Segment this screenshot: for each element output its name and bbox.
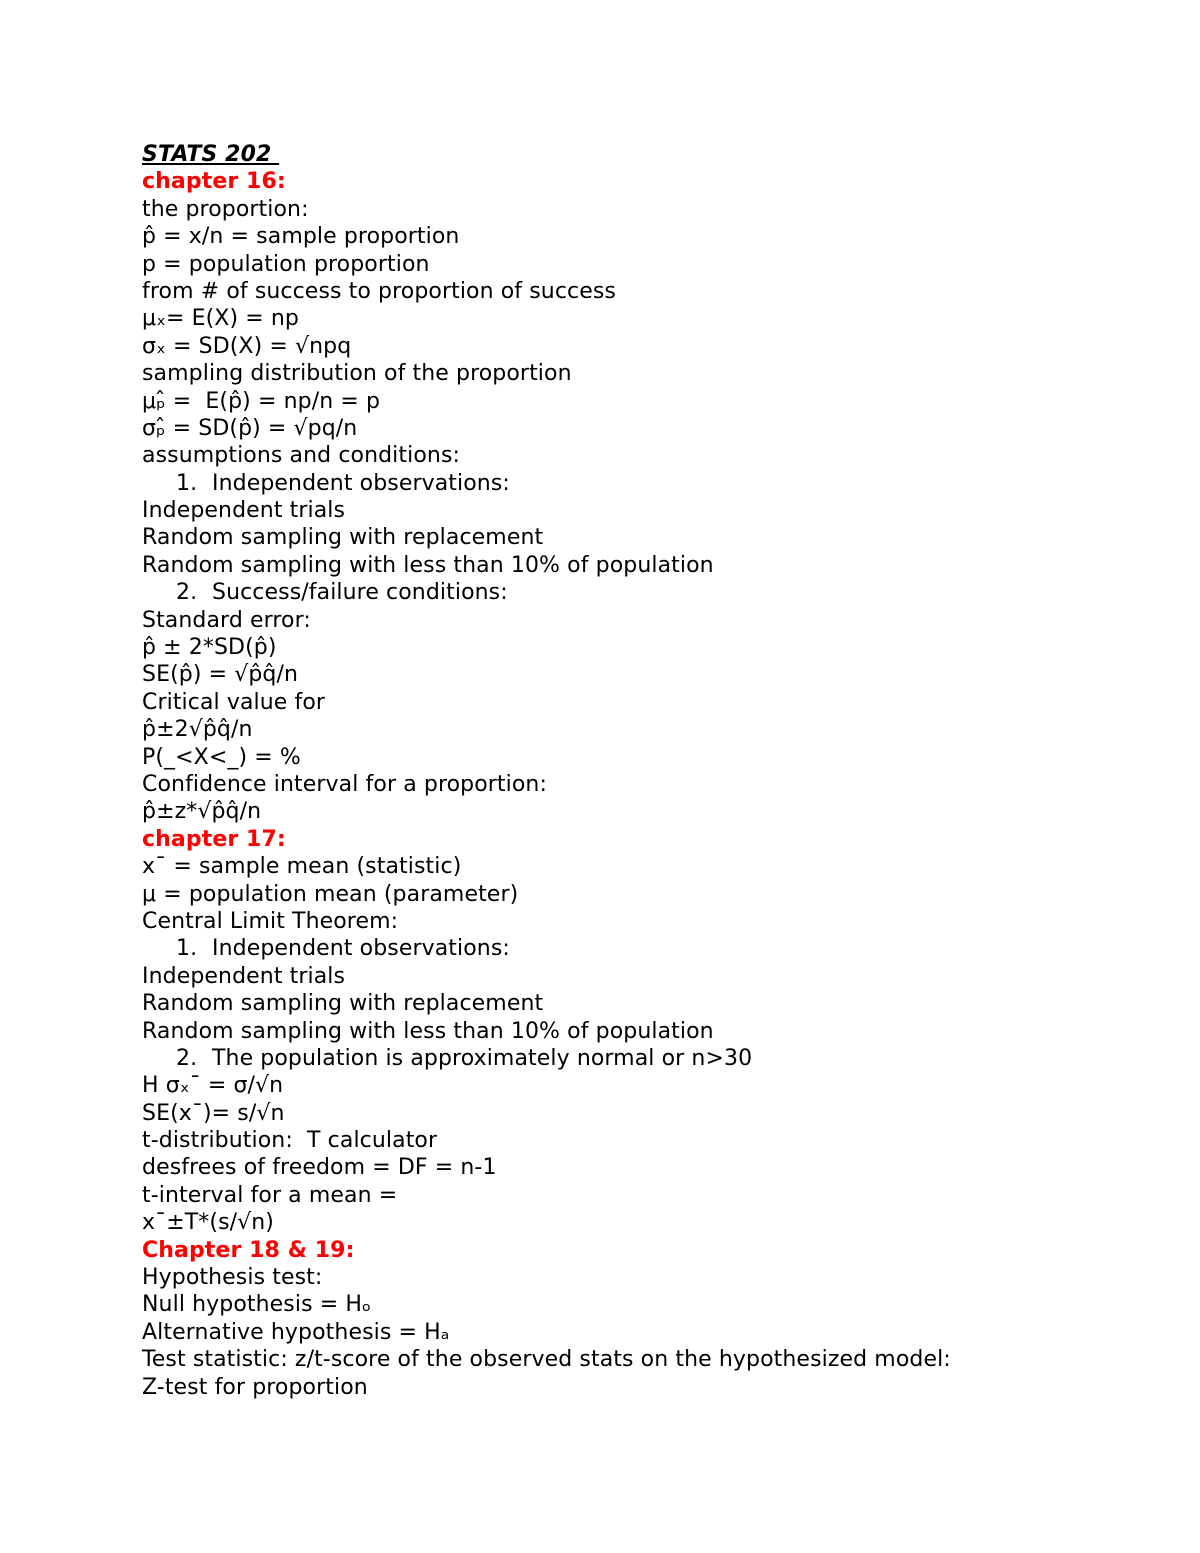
numbered-list-item	[142, 935, 1162, 962]
note-line: Independent trials	[142, 498, 346, 524]
note-line: Independent trials	[142, 963, 346, 989]
note-line: μₓ= E(X) = np	[142, 306, 299, 332]
note-line: Random sampling with replacement	[142, 991, 544, 1017]
note-line: t-interval for a mean =	[142, 1182, 398, 1208]
note-line: H σₓ¯ = σ/√n	[142, 1073, 284, 1099]
note-line: p̂±2√p̂q̂/n	[142, 717, 253, 743]
note-line: desfrees of freedom = DF = n-1	[142, 1155, 497, 1181]
notes-content	[142, 168, 1162, 1401]
note-line: Random sampling with replacement	[142, 525, 544, 551]
note-line: x¯ = sample mean (statistic)	[142, 854, 462, 880]
numbered-list-item	[142, 470, 1162, 497]
document-title: STATS 202	[142, 142, 280, 167]
note-line: sampling distribution of the proportion	[142, 361, 572, 387]
note-line: Null hypothesis = Hₒ	[142, 1292, 372, 1318]
list-number: 2.	[176, 1045, 198, 1071]
note-line: t-distribution: T calculator	[142, 1128, 438, 1154]
list-item-text: The population is approximately normal or n>30	[212, 1045, 753, 1071]
note-line: p̂ ± 2*SD(p̂)	[142, 635, 277, 661]
note-line: μ = population mean (parameter)	[142, 881, 519, 907]
note-line: Test statistic: z/t-score of the observed stats on the hypothesized model:	[142, 1347, 951, 1373]
note-line: p̂ = x/n = sample proportion	[142, 224, 460, 250]
note-line: μₚ̂ = E(p̂) = np/n = p	[142, 388, 381, 414]
note-line: SE(p̂) = √p̂q̂/n	[142, 662, 299, 688]
note-line: P(_<X<_) = %	[142, 744, 301, 770]
list-item-text: Success/failure conditions:	[212, 580, 508, 606]
numbered-list-item	[142, 1045, 1162, 1072]
note-line: Standard error:	[142, 607, 311, 633]
note-line: Confidence interval for a proportion:	[142, 771, 547, 797]
note-line: σₓ = SD(X) = √npq	[142, 333, 352, 359]
note-line: Random sampling with less than 10% of population	[142, 552, 714, 578]
note-line: Central Limit Theorem:	[142, 908, 399, 934]
list-number: 2.	[176, 580, 198, 606]
note-line: Hypothesis test:	[142, 1265, 323, 1291]
list-number: 1.	[176, 936, 198, 962]
note-line: Random sampling with less than 10% of population	[142, 1018, 714, 1044]
note-line: σₚ̂ = SD(p̂) = √pq/n	[142, 415, 358, 441]
chapter-heading: chapter 17:	[142, 826, 286, 852]
note-line: from # of success to proportion of success	[142, 278, 616, 304]
note-line: p̂±z*√p̂q̂/n	[142, 799, 262, 825]
note-line: p = population proportion	[142, 251, 430, 277]
notes-page	[142, 141, 1162, 1401]
note-line: Z-test for proportion	[142, 1374, 368, 1400]
chapter-heading: Chapter 18 & 19:	[142, 1237, 355, 1263]
note-line: Critical value for	[142, 689, 326, 715]
list-item-text: Independent observations:	[212, 470, 510, 496]
note-line: the proportion:	[142, 196, 309, 222]
list-item-text: Independent observations:	[212, 936, 510, 962]
note-line: assumptions and conditions:	[142, 443, 461, 469]
note-line: Alternative hypothesis = Hₐ	[142, 1319, 450, 1345]
list-number: 1.	[176, 470, 198, 496]
note-line: SE(x¯)= s/√n	[142, 1100, 285, 1126]
numbered-list-item	[142, 579, 1162, 606]
note-line: x¯±T*(s/√n)	[142, 1210, 274, 1236]
chapter-heading: chapter 16:	[142, 169, 286, 195]
